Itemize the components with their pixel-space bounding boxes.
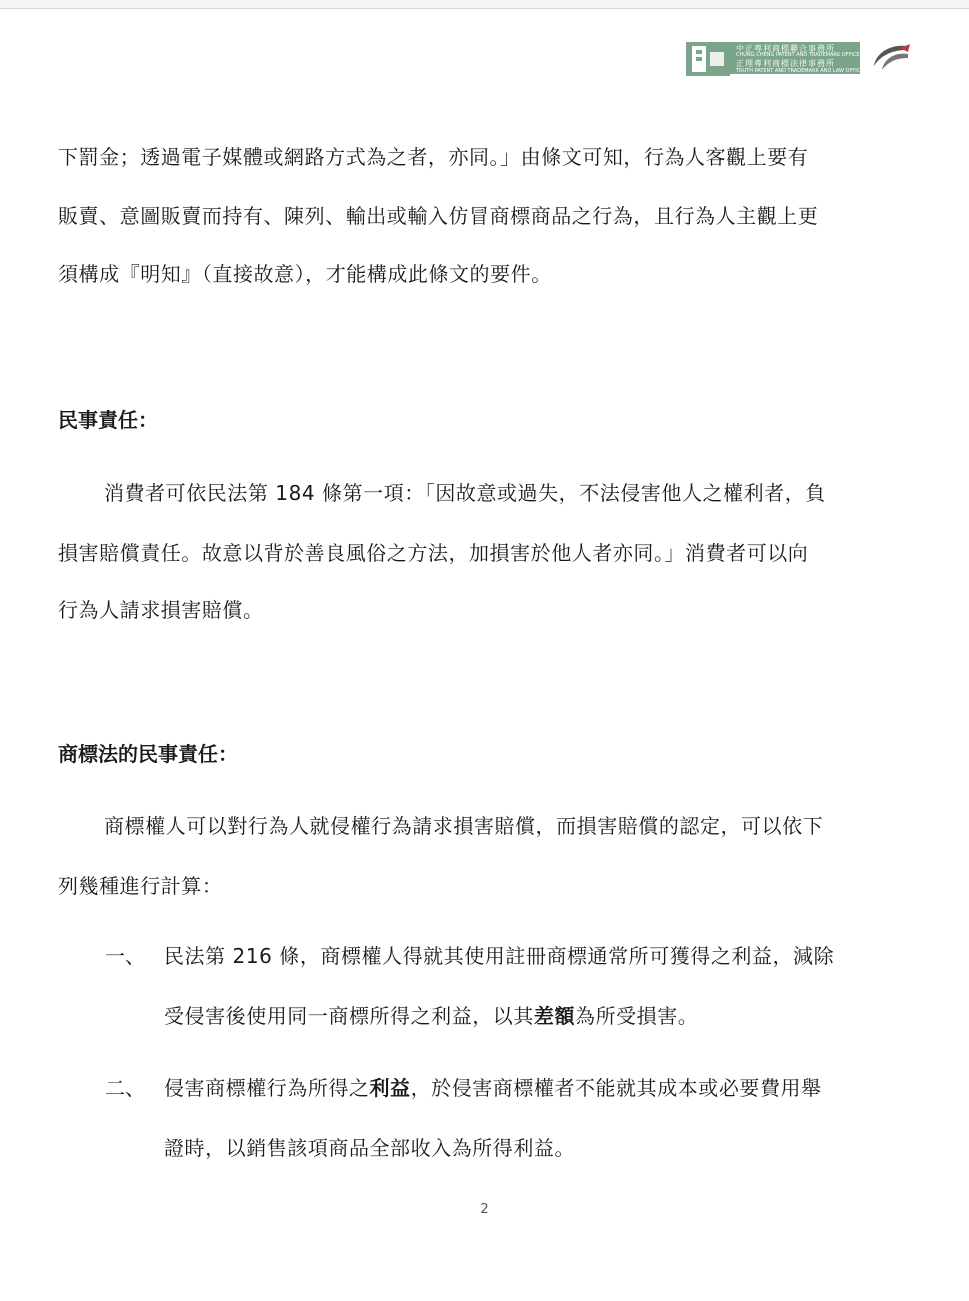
- list-item-2-text: 侵害商標權行為所得之: [164, 1076, 370, 1100]
- logo-name-line-1: 中正專利商標聯合事務所: [736, 44, 835, 53]
- civil-line-2: 損害賠償責任。故意以背於善良風俗之方法，加損害於他人者亦同。」消費者可以向: [58, 541, 809, 565]
- civil-line-1: 消費者可依民法第 184 條第一項：「因故意或過失，不法侵害他人之權利者，負: [104, 481, 826, 505]
- list-item-1-text-end: 為所受損害。: [575, 1004, 699, 1028]
- logo-swoosh-icon: [862, 40, 912, 78]
- list-item-1-line-2: [164, 1003, 698, 1029]
- intro-line-3: 須構成『明知』（直接故意），才能構成此條文的要件。: [58, 262, 552, 286]
- firm-logo: [686, 40, 912, 78]
- list-item-2-marker: 二、: [105, 1076, 145, 1100]
- trademark-line-1: 商標權人可以對行為人就侵權行為請求損害賠償，而損害賠償的認定，可以依下: [104, 814, 824, 838]
- civil-liability-heading: 民事責任：: [58, 408, 158, 432]
- list-item-2-line-2: 證時，以銷售該項商品全部收入為所得利益。: [164, 1136, 575, 1160]
- list-item-1-marker: 一、: [105, 944, 145, 968]
- top-rule: [0, 0, 969, 9]
- list-item-1-emphasis: 差額: [533, 1004, 576, 1028]
- list-item-1-text: 受侵害後使用同一商標所得之利益，以其: [164, 1004, 534, 1028]
- page-number: 2: [480, 1202, 489, 1217]
- trademark-line-2: 列幾種進行計算：: [58, 874, 223, 898]
- logo-name-line-2: 正理專利商標法律事務所: [736, 59, 835, 68]
- intro-line-2: 販賣、意圖販賣而持有、陳列、輸出或輸入仿冒商標商品之行為，且行為人主觀上更: [58, 204, 819, 228]
- trademark-civil-heading: 商標法的民事責任：: [58, 742, 238, 766]
- list-item-2-line-1: [164, 1075, 822, 1101]
- logo-english-line-1: CHUNG-CHENG PATENT AND TRADEMARK OFFICE: [736, 52, 860, 58]
- logo-english-line-2: TRUTH PATENT AND TRADEMARK AND LAW OFFICE: [736, 68, 864, 74]
- logo-emblem-icon: [686, 42, 730, 76]
- list-item-1-line-1: 民法第 216 條，商標權人得就其使用註冊商標通常所可獲得之利益，減除: [164, 944, 835, 968]
- civil-line-3: 行為人請求損害賠償。: [58, 598, 264, 622]
- intro-line-1: 下罰金；透過電子媒體或網路方式為之者，亦同。」由條文可知，行為人客觀上要有: [58, 145, 809, 169]
- list-item-2-emphasis: 利益: [369, 1076, 411, 1100]
- list-item-2-text-end: ，於侵害商標權者不能就其成本或必要費用舉: [410, 1076, 822, 1100]
